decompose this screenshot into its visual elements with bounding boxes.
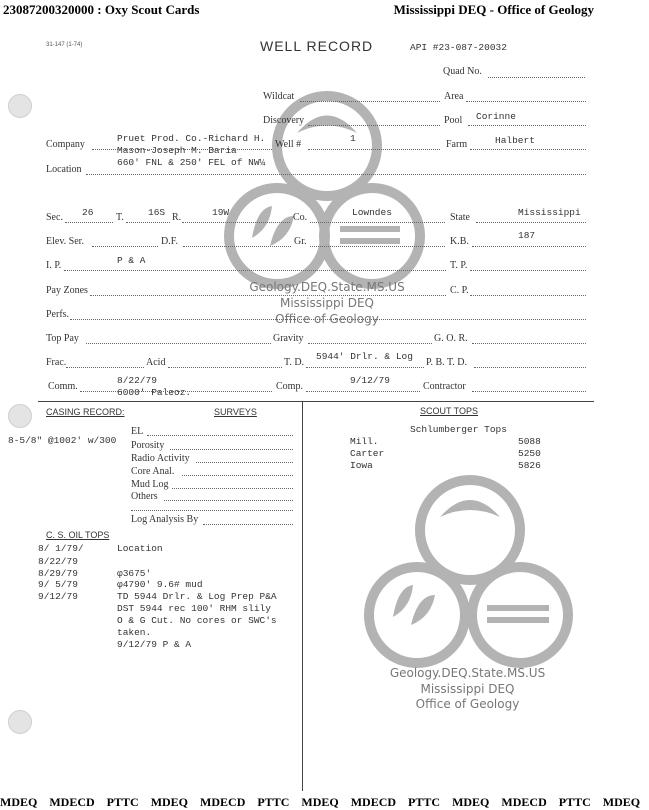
watermark-line3: Office of Geology (275, 312, 379, 326)
comp-label: Comp. (276, 381, 303, 392)
frac-label: Frac. (46, 357, 67, 368)
state-line (476, 222, 586, 223)
df-line (183, 246, 291, 247)
acid-label: Acid (146, 357, 166, 368)
frac-line (66, 367, 144, 368)
well-value: 1 (350, 133, 356, 144)
r-value: 19W (212, 207, 230, 218)
casing-record-title: CASING RECORD: (46, 407, 125, 417)
survey-others: Others (131, 491, 158, 502)
t-value: 16S (148, 207, 166, 218)
top-pay-label: Top Pay (46, 333, 79, 344)
column-divider (302, 401, 303, 791)
tp-label: T. P. (450, 260, 468, 271)
elev-label: Elev. Ser. (46, 236, 84, 247)
comm-value-2: 6000' Paleoz. (117, 387, 192, 398)
survey-line (182, 475, 293, 476)
kb-label: K.B. (450, 236, 469, 247)
survey-radio-activity: Radio Activity (131, 453, 190, 464)
pbtd-line (474, 367, 586, 368)
contractor-line (472, 391, 586, 392)
oil-tops-title: C. S. OIL TOPS (46, 530, 110, 540)
scout-top-depth: 5826 (518, 460, 541, 471)
pool-label: Pool (444, 115, 463, 126)
co-value: Lowndes (352, 207, 392, 218)
sec-label: Sec. (46, 212, 63, 223)
comp-line (306, 391, 420, 392)
gr-line (310, 246, 445, 247)
company-value-line2: Mason-Joseph M. Baria (117, 145, 237, 156)
discovery-line (308, 125, 440, 126)
footer-item: MDECD (350, 795, 397, 809)
comp-value: 9/12/79 (350, 375, 390, 386)
oil-top-text: 9/12/79 P & A (117, 639, 192, 650)
wildcat-line (300, 101, 440, 102)
oil-top-date: 8/22/79 (38, 556, 78, 567)
tp-line (470, 270, 586, 271)
punch-hole (8, 94, 32, 118)
mdeq-watermark-logo (222, 88, 432, 288)
td-label: T. D. (284, 357, 305, 368)
survey-line (147, 435, 293, 436)
api-number: API #23-087-20032 (410, 42, 507, 53)
scout-tops-title: SCOUT TOPS (420, 406, 479, 416)
gravity-label: Gravity (273, 333, 304, 344)
area-label: Area (444, 91, 464, 102)
acid-line (168, 367, 282, 368)
r-label: R. (172, 212, 182, 223)
gr-label: Gr. (294, 236, 307, 247)
pool-line (468, 125, 586, 126)
pbtd-label: P. B. T. D. (426, 357, 468, 368)
log-analysis-label: Log Analysis By (131, 514, 199, 525)
company-line (92, 149, 272, 150)
perfs-line (70, 319, 586, 320)
comm-line (80, 391, 272, 392)
casing-entry: 8-5/8" @1002' w/300 (8, 435, 117, 446)
oil-top-date: 9/12/79 (38, 591, 78, 602)
log-analysis-line (203, 524, 293, 525)
watermark-line1: Geology.DEQ.State.MS.US (389, 666, 546, 680)
footer-item: PTTC (558, 795, 591, 809)
oil-top-date: 8/ 1/79/ (38, 543, 84, 554)
survey-line (196, 462, 293, 463)
comm-label: Comm. (48, 381, 78, 392)
sec-line (65, 222, 113, 223)
oil-top-text: taken. (117, 627, 152, 638)
quad-no-label: Quad No. (443, 66, 482, 77)
pay-zones-label: Pay Zones (46, 285, 88, 296)
perfs-label: Perfs. (46, 309, 70, 320)
footer-item: MDEQ (0, 795, 38, 809)
header-right: Mississippi DEQ - Office of Geology (393, 2, 594, 17)
kb-line (472, 246, 586, 247)
watermark-line2: Mississippi DEQ (279, 296, 374, 310)
section-divider (38, 401, 594, 402)
footer-item: PTTC (106, 795, 139, 809)
gravity-line (308, 343, 432, 344)
footer-item: MDECD (49, 795, 95, 809)
oil-top-text: Location (117, 543, 163, 554)
t-line (126, 222, 170, 223)
co-line (310, 222, 445, 223)
survey-line (170, 449, 293, 450)
scout-top-depth: 5088 (518, 436, 541, 447)
oil-top-text: TD 5944 Drlr. & Log Prep P&A (117, 591, 277, 602)
ip-value: P & A (117, 255, 146, 266)
footer-item: PTTC (408, 795, 441, 809)
t-label: T. (116, 212, 124, 223)
oil-top-date: 9/ 5/79 (38, 579, 78, 590)
scout-tops-subtitle: Schlumberger Tops (410, 424, 507, 435)
oil-top-text: φ4790' 9.6# mud (117, 579, 203, 590)
page-title: WELL RECORD (260, 38, 374, 54)
oil-top-text: O & G Cut. No cores or SWC's (117, 615, 277, 626)
survey-el: EL (131, 426, 144, 437)
footer-item: MDEQ (301, 795, 339, 809)
kb-value: 187 (518, 230, 536, 241)
co-label: Co. (293, 212, 308, 223)
r-line (182, 222, 290, 223)
survey-porosity: Porosity (131, 440, 165, 451)
footer-item: MDECD (200, 795, 246, 809)
form-number: 31-147 (1-74) (46, 42, 83, 48)
gor-label: G. O. R. (434, 333, 468, 344)
punch-hole (8, 710, 32, 734)
wildcat-label: Wildcat (263, 91, 295, 102)
df-label: D.F. (161, 236, 178, 247)
pay-zones-line (90, 295, 446, 296)
survey-line (172, 488, 293, 489)
state-value: Mississippi (518, 207, 581, 218)
well-label: Well # (275, 139, 302, 150)
gor-line (472, 343, 586, 344)
well-line (308, 149, 440, 150)
scout-top-name: Carter (350, 448, 385, 459)
oil-top-text: φ3675' (117, 568, 152, 579)
scout-top-depth: 5250 (518, 448, 541, 459)
footer-item: PTTC (257, 795, 290, 809)
state-label: State (450, 212, 470, 223)
punch-hole (8, 404, 32, 428)
header-left: 23087200320000 : Oxy Scout Cards (3, 2, 200, 17)
ip-line (64, 270, 446, 271)
cp-line (470, 295, 586, 296)
location-line (86, 174, 586, 175)
watermark-line2: Mississippi DEQ (420, 682, 515, 696)
surveys-title: SURVEYS (214, 407, 257, 417)
elev-line (92, 246, 158, 247)
oil-top-date: 8/29/79 (38, 568, 78, 579)
top-pay-line (86, 343, 271, 344)
location-label: Location (46, 164, 82, 175)
scout-top-name: Iowa (350, 460, 373, 471)
survey-line (131, 510, 293, 511)
farm-label: Farm (446, 139, 468, 150)
farm-value: Halbert (495, 135, 535, 146)
quad-no-line (488, 77, 585, 78)
location-value: 660' FNL & 250' FEL of NW¼ (117, 157, 266, 168)
area-line (466, 101, 586, 102)
scout-top-name: Mill. (350, 436, 379, 447)
footer-item: MDEQ (452, 795, 490, 809)
td-line (306, 367, 424, 368)
oil-top-text: DST 5944 rec 100' RHM slily (117, 603, 271, 614)
comm-value: 8/22/79 (117, 375, 157, 386)
mdeq-watermark-logo (365, 475, 575, 675)
company-value-line1: Pruet Prod. Co.-Richard H. (117, 133, 266, 144)
survey-line (164, 500, 293, 501)
survey-core-anal: Core Anal. (131, 466, 175, 477)
footer (0, 795, 641, 810)
contractor-label: Contractor (423, 381, 466, 392)
discovery-label: Discovery (263, 115, 305, 126)
sec-value: 26 (82, 207, 94, 218)
footer-item: MDEQ (150, 795, 189, 809)
cp-label: C. P. (450, 285, 469, 296)
pool-value: Corinne (476, 111, 516, 122)
watermark-line1: Geology.DEQ.State.MS.US (249, 280, 405, 294)
footer-item: MDEQ (602, 795, 641, 809)
ip-label: I. P. (46, 260, 62, 271)
td-value: 5944' Drlr. & Log (316, 351, 413, 362)
footer-item: MDECD (501, 795, 547, 809)
farm-line (470, 149, 586, 150)
watermark-line3: Office of Geology (415, 697, 520, 711)
company-label: Company (46, 139, 85, 150)
survey-mud-log: Mud Log (131, 479, 169, 490)
